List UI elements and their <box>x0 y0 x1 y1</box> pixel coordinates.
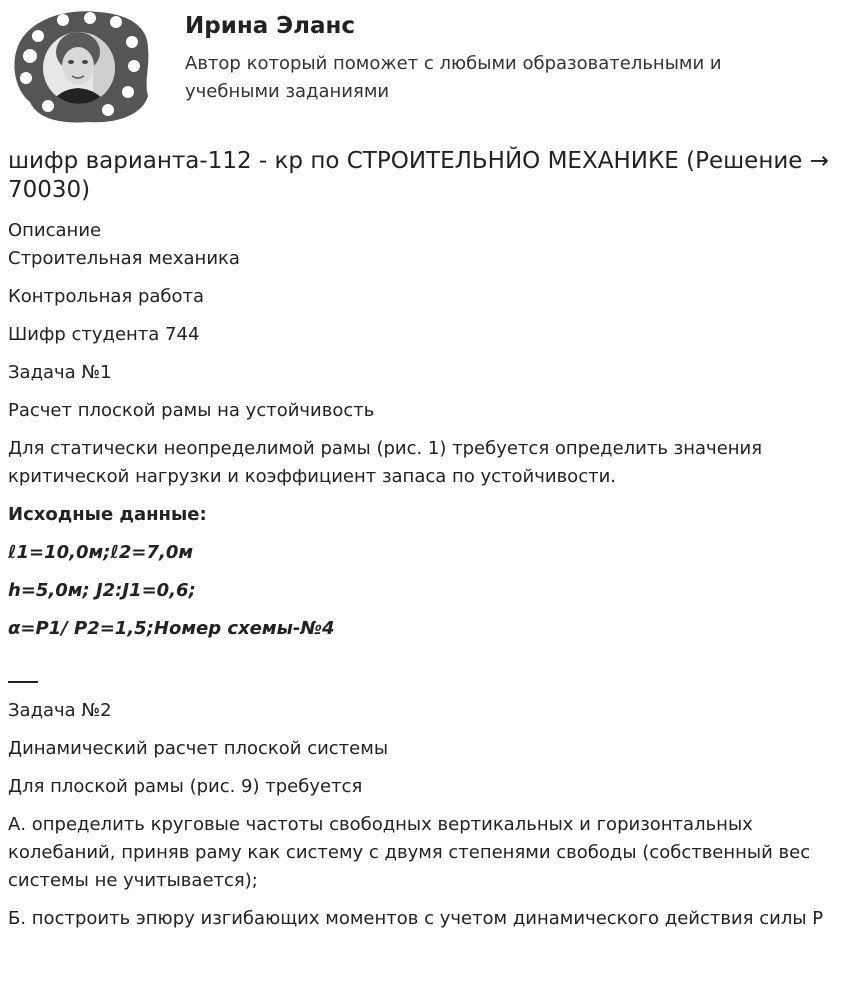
paragraph-task2-part-a: А. определить круговые частоты свободных вертикальных и горизонтальных колебаний, приняв раму как систему с двумя степенями свободы (собственный вес системы не учитывается); <box>8 814 811 891</box>
paragraph-subject: Строительная механика <box>8 248 240 269</box>
author-header <box>0 0 847 130</box>
paragraph-work-type: Контрольная работа <box>8 286 205 307</box>
paragraph-task1-title: Расчет плоской рамы на устойчивость <box>8 400 375 421</box>
paragraph-student-code: Шифр студента 744 <box>8 324 200 345</box>
document-content <box>8 147 844 943</box>
paragraph-task2-title: Динамический расчет плоской системы <box>8 738 389 759</box>
description-label: Описание <box>8 220 102 241</box>
paragraph-task2-intro: Для плоской рамы (рис. 9) требуется <box>8 776 363 797</box>
paragraph-height-ratio: h=5,0м; J2:J1=0,6; <box>8 580 196 601</box>
paragraph-lengths: ℓ1=10,0м;ℓ2=7,0м <box>8 542 194 563</box>
paragraph-source-data-label: Исходные данные: <box>8 504 207 525</box>
paragraph-task1-text: Для статически неопределимой рамы (рис. 1) требуется определить значения критической нагрузки и коэффициент запаса по устойчивости. <box>8 438 763 487</box>
page-title: шифр варианта-112 - кр по СТРОИТЕЛЬНЙО МЕХАНИКЕ (Решение → 70030) <box>8 148 830 203</box>
paragraph-alpha-scheme: α=P1/ P2=1,5;Номер схемы-№4 <box>8 618 335 639</box>
paragraph-task2-part-b: Б. построить эпюру изгибающих моментов с учетом динамического действия силы Р <box>8 908 824 929</box>
paragraph-task1-heading: Задача №1 <box>8 362 112 383</box>
author-description: Автор который поможет с любыми образовательными и учебными заданиями <box>185 53 722 102</box>
separator-line <box>8 681 38 683</box>
author-avatar[interactable] <box>8 6 150 126</box>
paragraph-task2-heading: Задача №2 <box>8 700 112 721</box>
author-name[interactable]: Ирина Эланс <box>185 13 356 39</box>
